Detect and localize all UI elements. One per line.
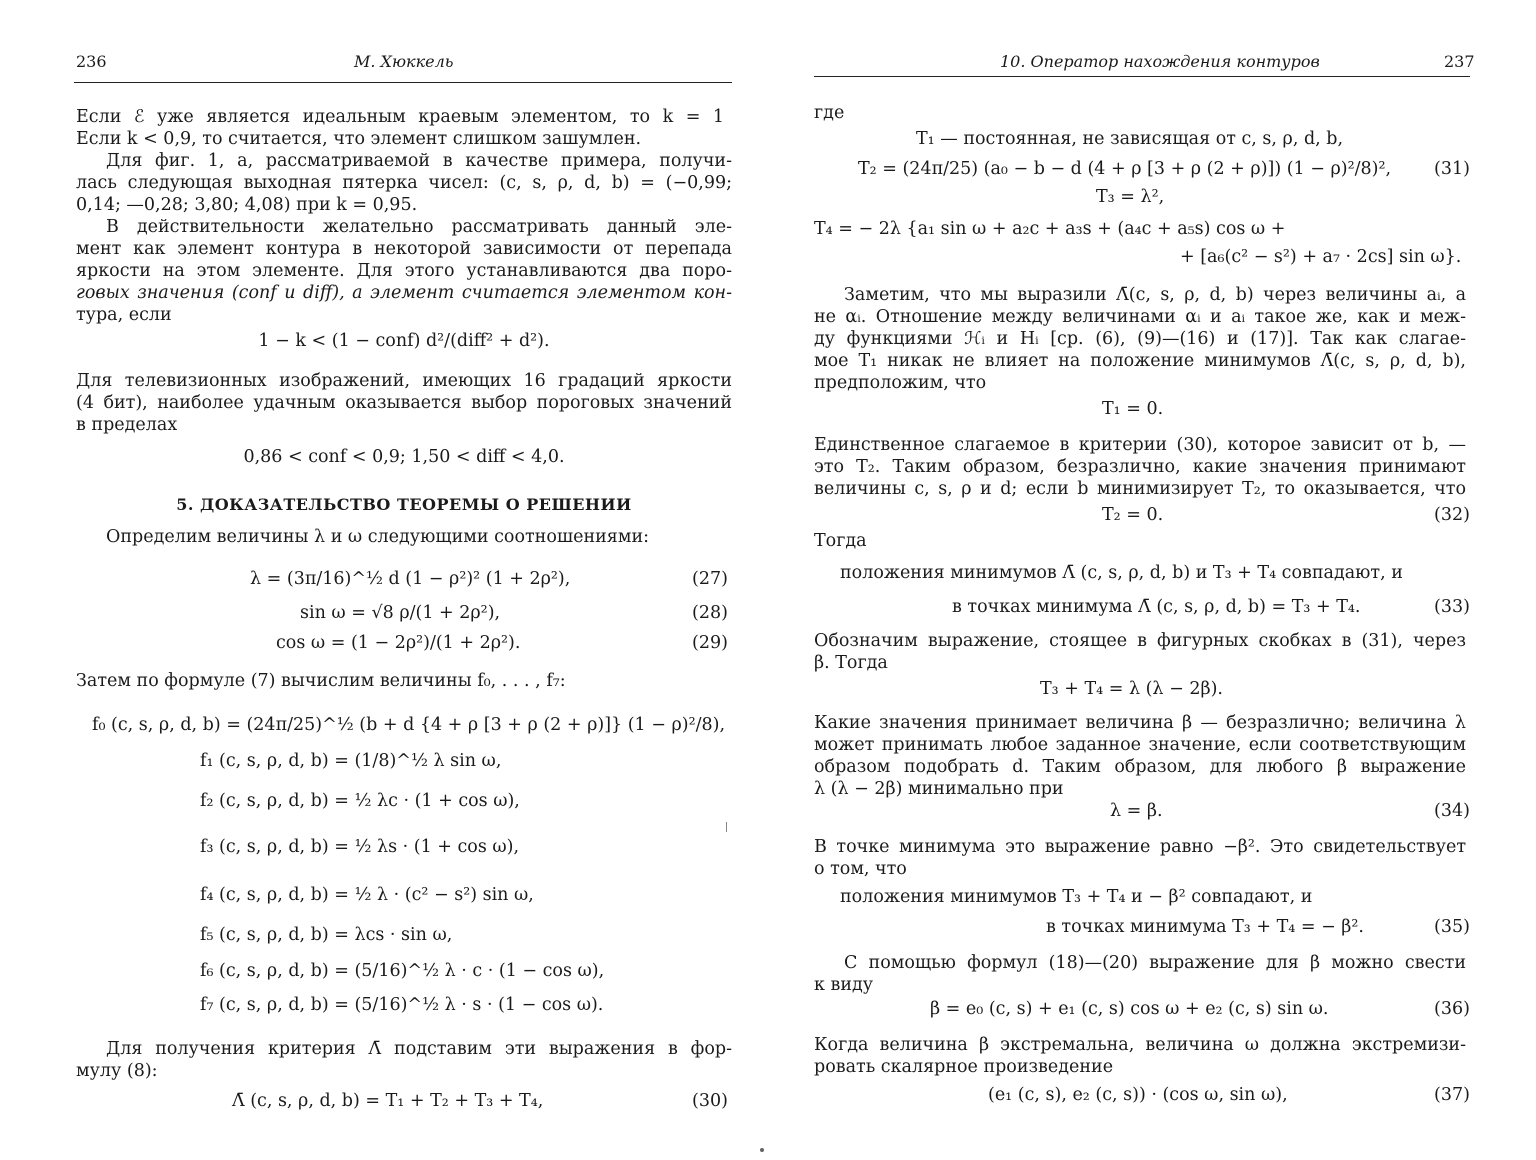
equation-number: (37) [1434, 1085, 1470, 1105]
equation-34: λ = β. [1110, 801, 1163, 821]
equation-number: (27) [692, 569, 728, 589]
text-line: мент как элемент контура в некоторой зависимости от перепада [76, 239, 732, 259]
text-line: мулу (8): [76, 1061, 158, 1081]
header-rule-left [74, 82, 732, 83]
text-line: Единственное слагаемое в критерии (30), которое зависит от b, — [814, 435, 1466, 455]
equation-f4: f₄ (c, s, ρ, d, b) = ½ λ · (c² − s²) sin ω, [200, 885, 534, 905]
text-line: к виду [814, 975, 874, 995]
equation-f7: f₇ (c, s, ρ, d, b) = (5/16)^½ λ · s · (1 − cos ω). [200, 995, 604, 1015]
text-line: Когда величина β экстремальна, величина ω должна экстремизи- [814, 1035, 1466, 1055]
equation: 0,86 < conf < 0,9; 1,50 < diff < 4,0. [243, 447, 565, 467]
text-line: яркости на этом элементе. Для этого устанавливаются два поро- [76, 261, 732, 281]
equation-f5: f₅ (c, s, ρ, d, b) = λcs · sin ω, [200, 925, 453, 945]
text-line: в пределах [76, 415, 178, 435]
equation: T₃ + T₄ = λ (λ − 2β). [1040, 679, 1223, 699]
equation-35: в точках минимума T₃ + T₄ = − β². [1046, 917, 1364, 937]
text-line: (4 бит), наиболее удачным оказывается выбор пороговых значений [76, 393, 732, 413]
text-line: ду функциями ℋᵢ и Hᵢ [ср. (6), (9)—(16) и (17)]. Так как слагае- [814, 329, 1466, 349]
statement-line: положения минимумов T₃ + T₄ и − β² совпадают, и [840, 887, 1313, 907]
equation-27: λ = (3π/16)^½ d (1 − ρ²)² (1 + 2ρ²), [250, 569, 571, 589]
statement-line: положения минимумов Λ̄ (c, s, ρ, d, b) и T₃ + T₄ совпадают, и [840, 563, 1403, 583]
equation: T₁ = 0. [1102, 399, 1164, 419]
equation-f1: f₁ (c, s, ρ, d, b) = (1/8)^½ λ sin ω, [200, 751, 502, 771]
equation-37: (e₁ (c, s), e₂ (c, s)) · (cos ω, sin ω), [988, 1085, 1288, 1105]
text-line: β. Тогда [814, 653, 888, 673]
text-line: Обозначим выражение, стоящее в фигурных скобках в (31), через [814, 631, 1466, 651]
text-line: В действительности желательно рассматривать данный эле- [106, 217, 732, 237]
equation-30: Λ̄ (c, s, ρ, d, b) = T₁ + T₂ + T₃ + T₄, [232, 1091, 544, 1111]
equation-number: (28) [692, 603, 728, 623]
equation-number: (33) [1434, 597, 1470, 617]
equation: T₁ — постоянная, не зависящая от c, s, ρ, d, b, [916, 129, 1344, 149]
equation: T₃ = λ², [1096, 187, 1165, 207]
equation-number: (31) [1434, 159, 1470, 179]
equation: + [a₆(c² − s²) + a₇ · 2cs] sin ω}. [1180, 247, 1462, 267]
equation-28: sin ω = √8 ρ/(1 + 2ρ²), [300, 603, 501, 623]
gutter-dot [760, 1148, 764, 1152]
text-line: где [814, 103, 845, 123]
text-line: ровать скалярное произведение [814, 1057, 1114, 1077]
equation-29: cos ω = (1 − 2ρ²)/(1 + 2ρ²). [276, 633, 521, 653]
text-line: лась следующая выходная пятерка чисел: (c, s, ρ, d, b) = (−0,99; [76, 173, 732, 193]
equation: T₄ = − 2λ {a₁ sin ω + a₂c + a₃s + (a₄c + a₅s) cos ω + [814, 219, 1286, 239]
text-line: С помощью формул (18)—(20) выражение для β можно свести [844, 953, 1466, 973]
text-line: Для получения критерия Λ̄ подставим эти выражения в фор- [106, 1039, 732, 1059]
equation-f0: f₀ (c, s, ρ, d, b) = (24π/25)^½ (b + d {4 + ρ [3 + ρ (2 + ρ)]} (1 − ρ)²/8), [92, 715, 726, 735]
text-line: Определим величины λ и ω следующими соотношениями: [106, 527, 650, 547]
text-line: мое T₁ никак не влияет на положение минимумов Λ̄(c, s, ρ, d, b), [814, 351, 1466, 371]
equation-number: (32) [1434, 505, 1470, 525]
equation-36: β = e₀ (c, s) + e₁ (c, s) cos ω + e₂ (c, s) sin ω. [930, 999, 1329, 1019]
right-page [768, 0, 1536, 1160]
running-header-right: 10. Оператор нахождения контуров [1000, 52, 1320, 71]
text-line: Заметим, что мы выразили Λ̄(c, s, ρ, d, b) через величины aᵢ, а [844, 285, 1466, 305]
text-line: Для фиг. 1, a, рассматриваемой в качестве примера, получи- [106, 151, 732, 171]
text-line: это T₂. Таким образом, безразлично, какие значения принимают [814, 457, 1466, 477]
text-line: λ (λ − 2β) минимально при [814, 779, 1064, 799]
text-line: говых значения (conf и diff), а элемент считается элементом кон- [76, 283, 732, 303]
text-line: о том, что [814, 859, 907, 879]
equation-31: T₂ = (24π/25) (a₀ − b − d (4 + ρ [3 + ρ (2 + ρ)]) (1 − ρ)²/8)², [858, 159, 1392, 179]
header-rule-right [814, 76, 1470, 77]
running-header-left: М. Хюккель [354, 52, 454, 71]
text-line: может принимать любое заданное значение, если соответствующим [814, 735, 1466, 755]
text-line: Для телевизионных изображений, имеющих 16 градаций яркости [76, 371, 732, 391]
text-line: тура, если [76, 305, 172, 325]
equation-33: в точках минимума Λ̄ (c, s, ρ, d, b) = T₃ + T₄. [952, 597, 1361, 617]
equation-f3: f₃ (c, s, ρ, d, b) = ½ λs · (1 + cos ω), [200, 837, 520, 857]
text-line: Если k < 0,9, то считается, что элемент слишком зашумлен. [76, 129, 642, 149]
text-line: Затем по формуле (7) вычислим величины f₀, . . . , f₇: [76, 671, 566, 691]
equation-number: (29) [692, 633, 728, 653]
equation-f6: f₆ (c, s, ρ, d, b) = (5/16)^½ λ · c · (1 − cos ω), [200, 961, 605, 981]
text-line: не αᵢ. Отношение между величинами αᵢ и aᵢ такое же, как и меж- [814, 307, 1466, 327]
text-line: В точке минимума это выражение равно −β². Это свидетельствует [814, 837, 1466, 857]
page-number-right: 237 [1444, 52, 1475, 71]
text-line: Какие значения принимает величина β — безразлично; величина λ [814, 713, 1466, 733]
text-line: величины c, s, ρ и d; если b минимизирует T₂, то оказывается, что [814, 479, 1466, 499]
equation-number: (34) [1434, 801, 1470, 821]
text-line: Если ℰ уже является идеальным краевым элементом, то k = 1 [76, 107, 724, 127]
section-heading: 5. ДОКАЗАТЕЛЬСТВО ТЕОРЕМЫ О РЕШЕНИИ [176, 495, 632, 514]
equation-f2: f₂ (c, s, ρ, d, b) = ½ λc · (1 + cos ω), [200, 791, 520, 811]
equation-number: (30) [692, 1091, 728, 1111]
equation-number: (35) [1434, 917, 1470, 937]
margin-mark [726, 822, 727, 832]
text-line: Тогда [814, 531, 867, 551]
equation-number: (36) [1434, 999, 1470, 1019]
text-line: образом подобрать d. Таким образом, для любого β выражение [814, 757, 1466, 777]
text-line: 0,14; —0,28; 3,80; 4,08) при k = 0,95. [76, 195, 418, 215]
text-line: предположим, что [814, 373, 987, 393]
equation-32: T₂ = 0. [1102, 505, 1164, 525]
equation: 1 − k < (1 − conf) d²/(diff² + d²). [258, 331, 550, 351]
page-number-left: 236 [76, 52, 107, 71]
